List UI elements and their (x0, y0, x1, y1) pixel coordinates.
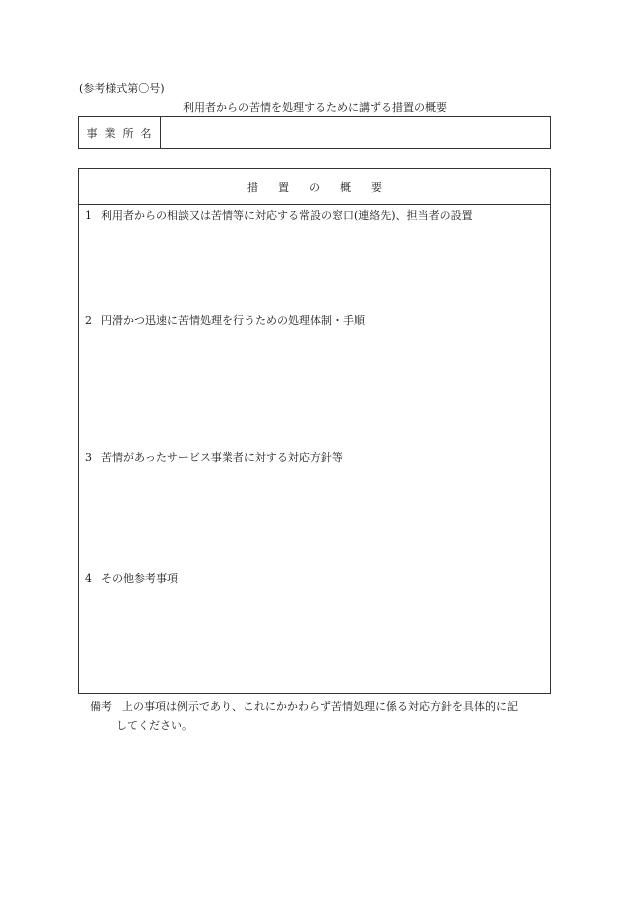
remarks-label: 備考 (90, 700, 112, 713)
measure-item-text: 円滑かつ迅速に苦情処理を行うための処理体制・手順 (101, 314, 365, 327)
measure-item-4 (85, 572, 178, 586)
remarks-line-2: してください。 (116, 719, 193, 732)
measure-item-number: 1 (85, 209, 92, 222)
office-name-table (78, 116, 551, 149)
remarks-line-1: 上の事項は例示であり、これにかかわらず苦情処理に係る対応方針を具体的に記 (122, 700, 518, 713)
measures-table (78, 168, 551, 694)
measure-item-3 (85, 451, 343, 465)
office-name-label: 事業所名 (79, 117, 161, 148)
measure-item-text: 利用者からの相談又は苦情等に対応する常設の窓口(連絡先)、担当者の設置 (101, 209, 473, 222)
measure-item-1 (85, 209, 473, 223)
measure-item-text: その他参考事項 (101, 572, 178, 585)
document-title: 利用者からの苦情を処理するために講ずる措置の概要 (183, 101, 447, 114)
measure-item-text: 苦情があったサービス事業者に対する対応方針等 (101, 451, 343, 464)
measure-item-2 (85, 314, 365, 328)
measures-header: 措置の概要 (79, 169, 550, 205)
measure-item-number: 4 (85, 572, 92, 585)
office-name-field[interactable] (161, 117, 550, 148)
form-number: (参考様式第〇号) (79, 82, 165, 95)
measure-item-number: 2 (85, 314, 92, 327)
measure-item-number: 3 (85, 451, 92, 464)
remarks (90, 697, 560, 735)
